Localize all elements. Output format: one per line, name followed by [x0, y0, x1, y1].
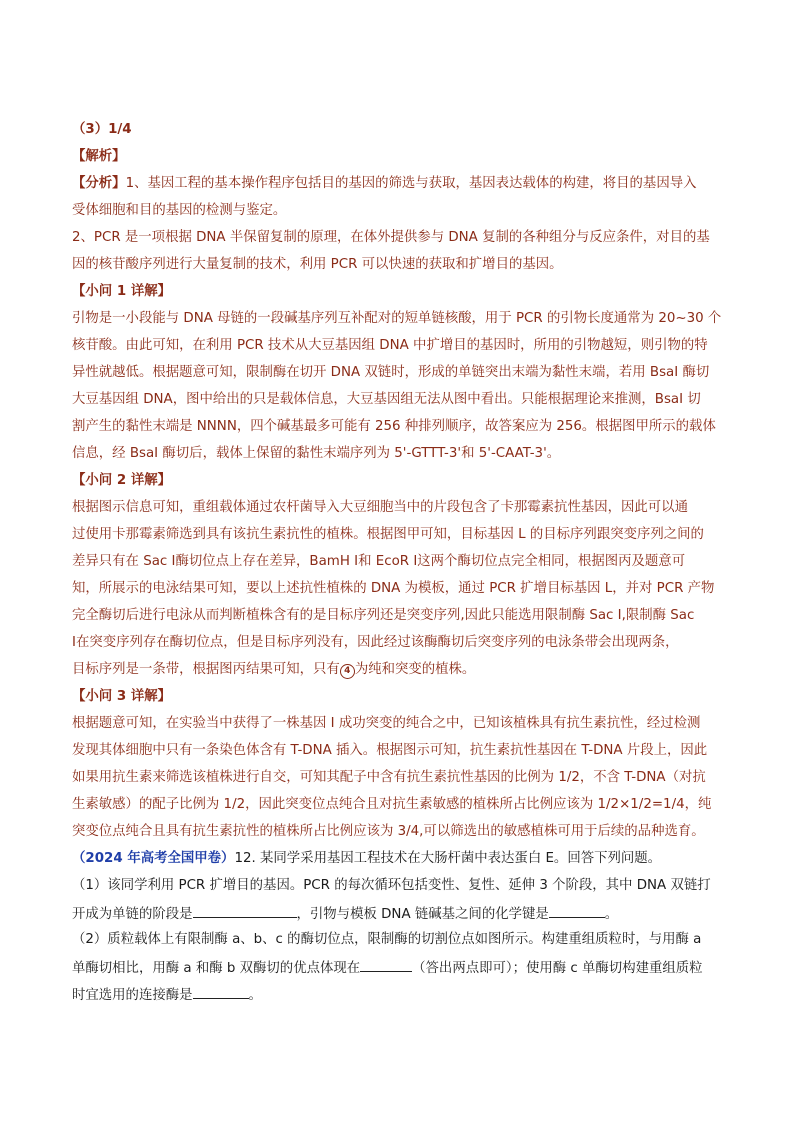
question-12-part2: （2）质粒载体上有限制酶 a、b、c 的酶切位点，限制酶的切割位点如图所示。构建重组质粒时，与用酶 a [72, 932, 702, 947]
q2-text: 为纯和突变的植株。 [354, 662, 476, 677]
q1-line: 引物是一小段能与 DNA 母链的一段碱基序列互补配对的短单链核酸，用于 PCR 的引物长度通常为 20~30 个 [72, 311, 722, 326]
q2-line: 根据图示信息可知，重组载体通过农杆菌导入大豆细胞当中的片段包含了卡那霉素抗性基因，因此可以通 [72, 500, 688, 515]
q1-heading: 【小问 1 详解】 [72, 284, 171, 299]
answer-blank[interactable] [549, 905, 605, 918]
q3-line: 生素敏感）的配子比例为 1/2，因此突变位点纯合且对抗生素敏感的植株所占比例应该为 1/2×1/2=1/4，纯 [72, 797, 712, 812]
question-source: （2024 年高考全国甲卷） [72, 851, 235, 866]
answer-part3: （3）1/4 [72, 122, 132, 137]
q2-line: Ⅰ在突变序列存在酶切位点，但是目标序列没有，因此经过该酶酶切后突变序列的电泳条带会出现两条， [72, 635, 679, 650]
question-text: 单酶切相比，用酶 a 和酶 b 双酶切的优点体现在 [72, 961, 361, 976]
analysis-paragraph-2: 2、PCR 是一项根据 DNA 半保留复制的原理，在体外提供参与 DNA 复制的各种组分与反应条件，对目的基 [72, 230, 710, 245]
circled-number: 4 [340, 664, 355, 679]
q2-line: 差异只有在 Sac Ⅰ酶切位点上存在差异，BamH Ⅰ和 EcoR Ⅰ这两个酶切位点完全相同，根据图丙及题意可 [72, 554, 686, 569]
question-text: 开成为单链的阶段是 [72, 907, 193, 922]
q1-line: 核苷酸。由此可知，在利用 PCR 技术从大豆基因组 DNA 中扩增目的基因时，所用的引物越短，则引物的特 [72, 338, 708, 353]
q1-line: 大豆基因组 DNA，图中给出的只是载体信息，大豆基因组无法从图中看出。只能根据理论来推测，BsaI 切 [72, 392, 701, 407]
analysis-section-heading: 【解析】 [72, 149, 126, 164]
question-12-part1: （1）该同学利用 PCR 扩增目的基因。PCR 的每次循环包括变性、复性、延伸 3 个阶段，其中 DNA 双链打 [72, 878, 711, 893]
q2-line: 完全酶切后进行电泳从而判断植株含有的是目标序列还是突变序列,因此只能选用限制酶 Sac Ⅰ,限制酶 Sac [72, 608, 695, 623]
q3-line: 突变位点纯合且具有抗生素抗性的植株所占比例应该为 3/4,可以筛选出的敏感植株可用于后续的品种选育。 [72, 824, 705, 839]
question-text: 时宜选用的连接酶是 [72, 988, 193, 1003]
q3-line: 如果用抗生素来筛选该植株进行自交，可知其配子中含有抗生素抗性基因的比例为 1/2，不含 T-DNA（对抗 [72, 770, 706, 785]
question-12-title [72, 851, 661, 867]
q2-line: 知，所展示的电泳结果可知，要以上述抗性植株的 DNA 为模板，通过 PCR 扩增目标基因 L，并对 PCR 产物 [72, 581, 715, 596]
q1-line: 异性就越低。根据题意可知，限制酶在切开 DNA 双链时，形成的单链突出末端为黏性末端，若用 BsaI 酶切 [72, 365, 710, 380]
question-text: ，引物与模板 DNA 链碱基之间的化学键是 [296, 907, 549, 922]
q3-heading: 【小问 3 详解】 [72, 689, 171, 704]
q1-line: 割产生的黏性末端是 NNNN，四个碱基最多可能有 256 种排列顺序，故答案应为 256。根据图甲所示的载体 [72, 419, 716, 434]
answer-blank[interactable] [360, 959, 412, 972]
answer-blank[interactable] [193, 905, 297, 918]
question-text: （答出两点即可）；使用酶 c 单酶切构建重组质粒 [412, 961, 703, 976]
question-12-part1-line2 [72, 905, 618, 923]
q3-line: 根据题意可知，在实验当中获得了一株基因 I 成功突变的纯合之中，已知该植株具有抗生素抗性，经过检测 [72, 716, 701, 731]
analysis-line: 因的核苷酸序列进行大量复制的技术，利用 PCR 可以快速的获取和扩增目的基因。 [72, 257, 563, 272]
q2-line-last [72, 662, 475, 679]
q3-line: 发现其体细胞中只有一条染色体含有 T-DNA 插入。根据图示可知，抗生素抗性基因在 T-DNA 片段上，因此 [72, 743, 708, 758]
question-12-part2-line3 [72, 986, 262, 1004]
q2-line: 过使用卡那霉素筛选到具有该抗生素抗性的植株。根据图甲可知，目标基因 L 的目标序列跟突变序列之间的 [72, 527, 704, 542]
q2-text: 目标序列是一条带，根据图丙结果可知，只有 [72, 662, 340, 677]
question-12-part2-line2 [72, 959, 703, 977]
q2-heading: 【小问 2 详解】 [72, 473, 171, 488]
q1-line: 信息，经 BsaI 酶切后，载体上保留的黏性末端序列为 5'-GTTT-3'和 5'-CAAT-3'。 [72, 446, 561, 461]
question-text: 12. 某同学采用基因工程技术在大肠杆菌中表达蛋白 E。回答下列问题。 [234, 851, 662, 866]
analysis-line: 受体细胞和目的基因的检测与鉴定。 [72, 203, 287, 218]
answer-blank[interactable] [193, 986, 249, 999]
analysis-paragraph-1 [72, 176, 697, 192]
question-text: 。 [604, 907, 619, 922]
analysis-label: 【分析】 [72, 176, 126, 191]
question-text: 。 [248, 988, 262, 1003]
analysis-text: 1、基因工程的基本操作程序包括目的基因的筛选与获取，基因表达载体的构建，将目的基因导入 [125, 176, 697, 191]
